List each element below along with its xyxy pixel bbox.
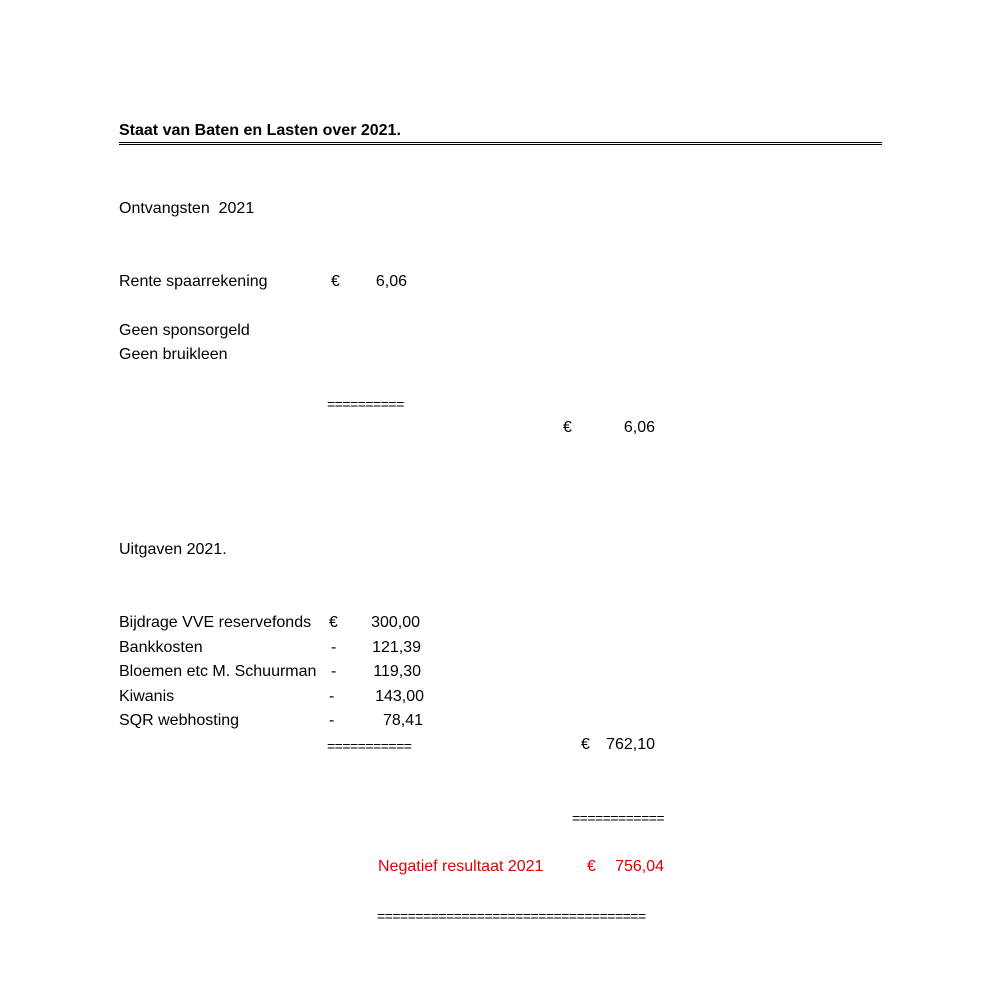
expense-item-label: Bijdrage VVE reservefonds — [119, 614, 312, 631]
expenses-heading: Uitgaven 2021. — [119, 541, 227, 558]
expense-item-amount: 121,39 — [372, 639, 421, 656]
receipt-item-label: Rente spaarrekening — [119, 273, 268, 290]
receipt-note: Geen sponsorgeld — [119, 322, 250, 339]
expense-item-amount: 300,00 — [371, 614, 420, 631]
expense-item-currency: - — [331, 663, 337, 680]
expenses-total-currency: € — [581, 736, 590, 753]
receipts-heading: Ontvangsten 2021 — [119, 200, 255, 217]
expense-item-currency: - — [331, 639, 337, 656]
document-title: Staat van Baten en Lasten over 2021. — [119, 122, 401, 139]
result-currency: € — [587, 858, 596, 875]
expense-item-label: SQR webhosting — [119, 712, 240, 729]
expenses-total: 762,10 — [606, 736, 655, 753]
expense-item-currency: € — [329, 614, 338, 631]
expense-item-amount: 78,41 — [382, 712, 423, 729]
expense-item-label: Bankkosten — [119, 639, 203, 656]
result-separator-top: ============ — [572, 810, 665, 826]
expense-item-amount: 119,30 — [373, 663, 421, 680]
result-amount: 756,04 — [615, 858, 664, 875]
receipt-item-amount: 6,06 — [375, 273, 407, 290]
receipt-note: Geen bruikleen — [119, 346, 228, 363]
receipts-total-currency: € — [563, 419, 572, 436]
receipt-item-currency: € — [331, 273, 340, 290]
result-label: Negatief resultaat 2021 — [378, 858, 544, 875]
receipts-separator: ========== — [327, 396, 404, 412]
receipts-total: 6,06 — [623, 419, 655, 436]
expense-item-currency: - — [329, 688, 335, 705]
expense-item-amount: 143,00 — [375, 688, 424, 705]
expense-item-label: Bloemen etc M. Schuurman — [119, 663, 317, 680]
expenses-separator: =========== — [327, 738, 412, 754]
expense-item-label: Kiwanis — [119, 688, 175, 705]
expense-item-currency: - — [329, 712, 335, 729]
result-separator-bottom: =================================== — [377, 908, 646, 924]
title-double-underline — [119, 142, 882, 145]
